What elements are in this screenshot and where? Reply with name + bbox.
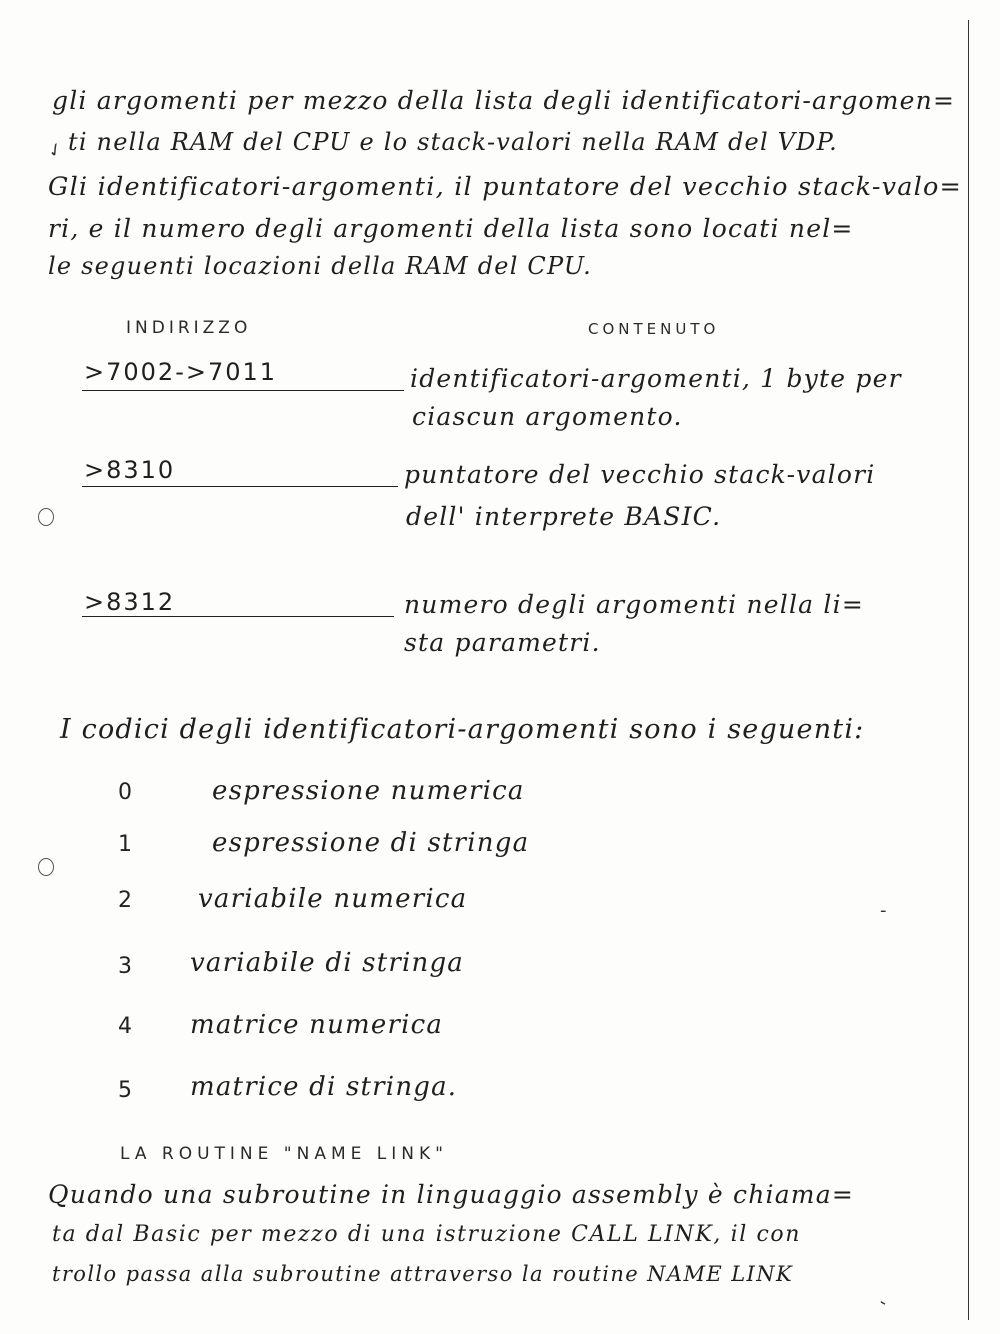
content-row-3-line-2: sta parametri. bbox=[404, 628, 601, 657]
intro-line-1: gli argomenti per mezzo della lista degli identificatori-argomen= bbox=[52, 86, 956, 115]
code-0-label: espressione numerica bbox=[212, 776, 525, 806]
margin-hole-mark-1 bbox=[38, 508, 54, 526]
closing-line-2: ta dal Basic per mezzo di una istruzione CALL LINK, il con bbox=[52, 1222, 801, 1247]
page-edge-line bbox=[968, 20, 969, 1320]
code-0-number: 0 bbox=[118, 780, 132, 805]
code-1-label: espressione di stringa bbox=[212, 828, 530, 858]
margin-tick-mark: ✓ bbox=[43, 137, 68, 164]
codes-intro: I codici degli identificatori-argomenti sono i seguenti: bbox=[60, 714, 865, 745]
content-row-1-line-2: ciascun argomento. bbox=[412, 402, 683, 431]
content-header: CONTENUTO bbox=[588, 320, 720, 338]
intro-line-4: ri, e il numero degli argomenti della lista sono locati nel= bbox=[48, 214, 854, 243]
address-header: INDIRIZZO bbox=[126, 318, 252, 338]
content-row-2-line-1: puntatore del vecchio stack-valori bbox=[404, 460, 876, 489]
margin-hole-mark-2 bbox=[38, 858, 54, 876]
code-3-number: 3 bbox=[118, 954, 132, 979]
code-4-number: 4 bbox=[118, 1014, 132, 1039]
address-row-3: >8312 bbox=[84, 588, 176, 616]
intro-line-5: le seguenti locazioni della RAM del CPU. bbox=[48, 252, 592, 280]
code-5-label: matrice di stringa. bbox=[190, 1072, 458, 1102]
closing-line-3: trollo passa alla subroutine attraverso la routine NAME LINK bbox=[52, 1262, 794, 1286]
content-row-1-line-1: identificatori-argomenti, 1 byte per bbox=[410, 364, 902, 393]
content-row-3-line-1: numero degli argomenti nella li= bbox=[404, 590, 864, 619]
closing-line-1: Quando una subroutine in linguaggio assembly è chiama= bbox=[48, 1180, 854, 1209]
intro-line-3: Gli identificatori-argomenti, il puntatore del vecchio stack-valo= bbox=[48, 172, 963, 202]
address-rule-1 bbox=[82, 390, 404, 391]
code-2-label: variabile numerica bbox=[198, 884, 468, 914]
address-rule-3 bbox=[82, 616, 394, 617]
content-row-2-line-2: dell' interprete BASIC. bbox=[406, 502, 722, 531]
corner-dash-mark: - bbox=[875, 1291, 892, 1314]
code-1-number: 1 bbox=[118, 832, 132, 857]
code-2-number: 2 bbox=[118, 888, 132, 913]
code-5-number: 5 bbox=[118, 1078, 132, 1103]
code-4-label: matrice numerica bbox=[190, 1010, 444, 1040]
address-rule-2 bbox=[82, 486, 398, 487]
section-title: LA ROUTINE "NAME LINK" bbox=[120, 1144, 448, 1164]
stray-dash-mark: - bbox=[880, 900, 887, 921]
intro-line-2: ti nella RAM del CPU e lo stack-valori nella RAM del VDP. bbox=[68, 128, 838, 156]
address-row-1: >7002->7011 bbox=[84, 358, 278, 386]
code-3-label: variabile di stringa bbox=[190, 948, 465, 978]
address-row-2: >8310 bbox=[84, 456, 176, 484]
